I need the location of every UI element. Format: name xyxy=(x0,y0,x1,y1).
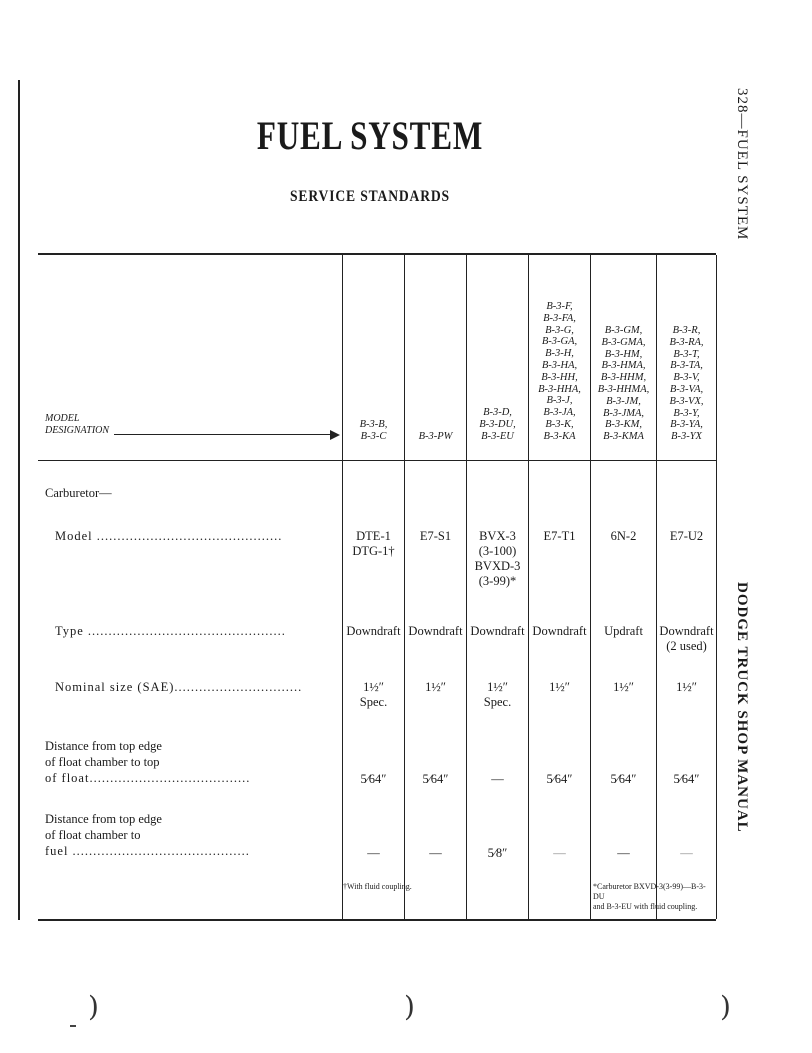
row-label-float-distance: Distance from top edge of float chamber to top of float....................................... xyxy=(45,739,251,785)
table-cell: 6N-2 xyxy=(610,529,637,543)
section-label: Carburetor— xyxy=(45,486,112,500)
column-rule xyxy=(404,255,405,919)
table-cell: Downdraft xyxy=(532,624,587,638)
left-margin-rule xyxy=(18,80,20,920)
binding-mark: ) xyxy=(404,990,415,1023)
row-label-nominal-size: Nominal size (SAE)............................... xyxy=(55,680,303,694)
binding-mark: ) xyxy=(720,990,731,1023)
table-cell: Updraft xyxy=(604,624,643,638)
table-cell: — xyxy=(617,846,630,860)
table-cell: — xyxy=(429,846,442,860)
table-cell: Downdraft xyxy=(408,624,463,638)
table-cell: 5⁄64″ xyxy=(546,772,573,786)
table-cell: 1½″ Spec. xyxy=(359,680,388,709)
table-cell: E7-S1 xyxy=(419,529,452,543)
footnote-star: *Carburetor BXVD-3(3-99)—B-3-DU and B-3-EU with fluid coupling. xyxy=(593,882,706,911)
table-cell: Downdraft xyxy=(346,624,401,638)
column-header: B-3-R, B-3-RA, B-3-T, B-3-TA, B-3-V, B-3-VA, B-3-VX, B-3-Y, B-3-YA, B-3-YX xyxy=(669,325,704,443)
table-cell: — xyxy=(491,772,504,786)
footnote-dagger: †With fluid coupling. xyxy=(343,882,412,891)
arrow-line xyxy=(114,434,332,435)
table-cell: 1½″ Spec. xyxy=(483,680,512,709)
table-cell: — xyxy=(680,846,693,860)
table-cell: 1½″ xyxy=(549,680,570,694)
table-cell: 5⁄8″ xyxy=(487,846,508,860)
page-subtitle: SERVICE STANDARDS xyxy=(290,188,450,205)
arrow-right-icon xyxy=(330,430,340,440)
scan-speck xyxy=(70,1025,76,1027)
table-cell: BVX-3 (3-100) BVXD-3 (3-99)* xyxy=(474,529,521,588)
table-top-rule xyxy=(38,253,716,255)
table-cell: — xyxy=(553,846,566,860)
table-cell: E7-T1 xyxy=(543,529,576,543)
table-cell: 5⁄64″ xyxy=(422,772,449,786)
table-cell: 5⁄64″ xyxy=(673,772,700,786)
table-cell: Downdraft xyxy=(470,624,525,638)
table-cell: DTE-1 DTG-1† xyxy=(352,529,395,558)
column-rule xyxy=(342,255,343,919)
column-header: B-3-F, B-3-FA, B-3-G, B-3-GA, B-3-H, B-3-HA, B-3-HH, B-3-HHA, B-3-J, B-3-JA, B-3-K, B-3-KA xyxy=(538,301,581,442)
column-header: B-3-GM, B-3-GMA, B-3-HM, B-3-HMA, B-3-HHM, B-3-HHMA, B-3-JM, B-3-JMA, B-3-KM, B-3-KMA xyxy=(597,325,650,443)
page-title: FUEL SYSTEM xyxy=(256,113,484,158)
table-cell: 1½″ xyxy=(676,680,697,694)
table-cell: 5⁄64″ xyxy=(610,772,637,786)
table-cell: 1½″ xyxy=(613,680,634,694)
running-header: 328—FUEL SYSTEM xyxy=(734,88,750,241)
column-rule xyxy=(716,255,717,919)
column-header: B-3-B, B-3-C xyxy=(359,419,388,442)
manual-name: DODGE TRUCK SHOP MANUAL xyxy=(734,582,750,833)
binding-mark: ) xyxy=(88,990,99,1023)
table-cell: E7-U2 xyxy=(669,529,704,543)
table-header-rule xyxy=(38,460,716,461)
column-header: B-3-D, B-3-DU, B-3-EU xyxy=(479,407,516,442)
row-label-type: Type ................................................ xyxy=(55,624,286,638)
table-bottom-rule xyxy=(38,919,716,921)
table-cell: Downdraft (2 used) xyxy=(659,624,714,653)
table-cell: 1½″ xyxy=(425,680,446,694)
row-label-model: Model ............................................. xyxy=(55,529,283,543)
column-header: B-3-PW xyxy=(418,431,453,442)
table-cell: — xyxy=(367,846,380,860)
row-label-fuel-distance: Distance from top edge of float chamber to fuel ........................................... xyxy=(45,812,250,858)
model-designation-label: MODEL DESIGNATION xyxy=(45,413,110,436)
table-cell: 5⁄64″ xyxy=(360,772,387,786)
